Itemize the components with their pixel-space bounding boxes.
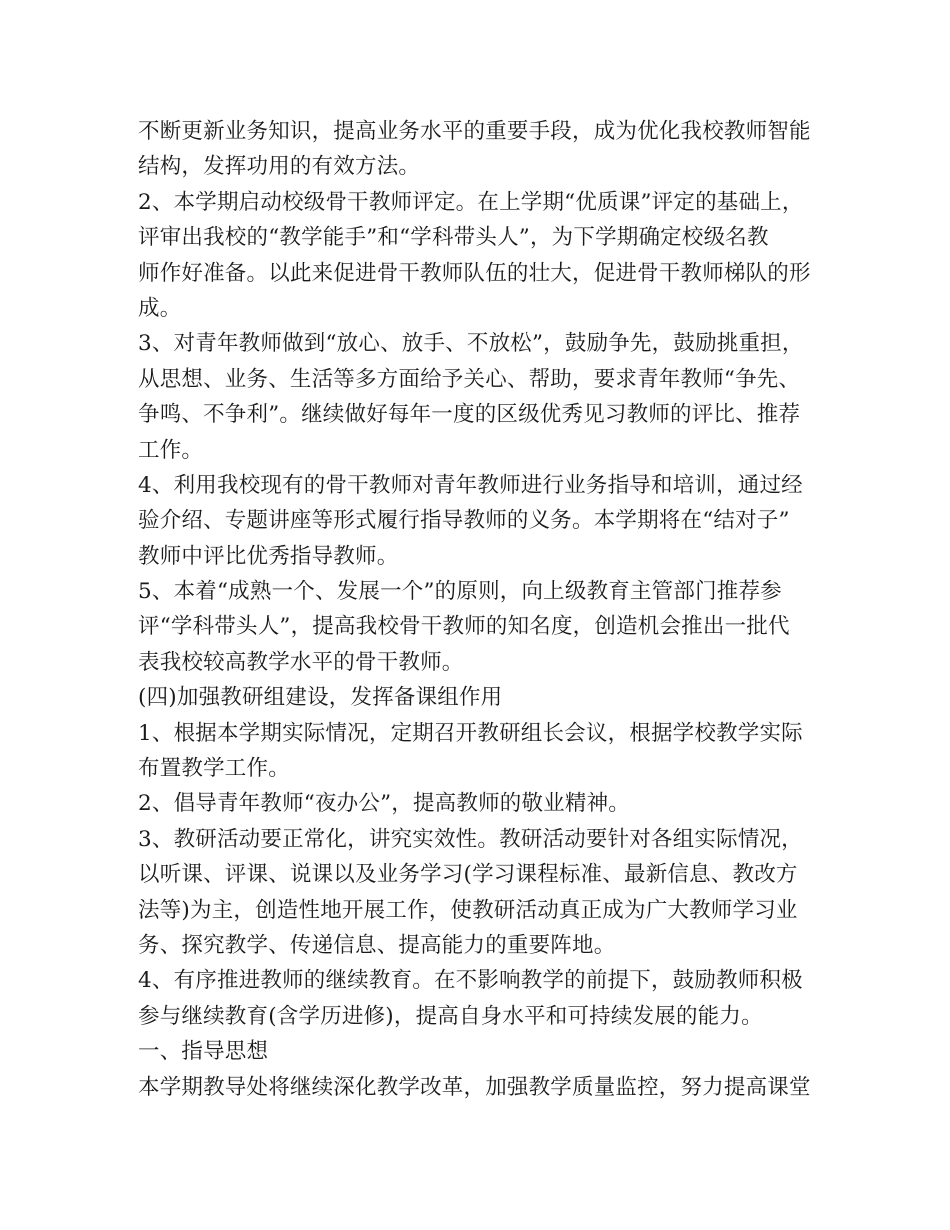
text-line: 4、有序推进教师的继续教育。在不影响教学的前提下，鼓励教师积极 — [138, 968, 803, 994]
text-line: 3、教研活动要正常化，讲究实效性。教研活动要针对各组实际情况， — [138, 826, 803, 852]
text-line: 5、本着“成熟一个、发展一个”的原则，向上级教育主管部门推荐参 — [138, 579, 782, 605]
section-heading: (四)加强教研组建设，发挥备课组作用 — [138, 685, 503, 711]
text-line: 评审出我校的“教学能手”和“学科带头人”，为下学期确定校级名教 — [138, 225, 769, 251]
text-line: 1、根据本学期实际情况，定期召开教研组长会议，根据学校教学实际 — [138, 720, 803, 746]
text-line: 2、倡导青年教师“夜办公”，提高教师的敬业精神。 — [138, 791, 630, 817]
text-line: 务、探究教学、传递信息、提高能力的重要阵地。 — [138, 932, 616, 958]
section-heading: 一、指导思想 — [138, 1039, 269, 1065]
text-line: 争鸣、不争利”。继续做好每年一度的区级优秀见习教师的评比、推荐 — [138, 402, 801, 428]
text-line: 不断更新业务知识，提高业务水平的重要手段，成为优化我校教师智能 — [138, 119, 811, 144]
document-body — [138, 114, 838, 1105]
text-line: 结构，发挥功用的有效方法。 — [138, 154, 421, 180]
text-line: 3、对青年教师做到“放心、放手、不放松”，鼓励争先，鼓励挑重担， — [138, 331, 804, 357]
text-line: 教师中评比优秀指导教师。 — [138, 543, 399, 569]
text-line: 参与继续教育(含学历进修)，提高自身水平和可持续发展的能力。 — [138, 1003, 763, 1029]
text-line: 评“学科带头人”，提高我校骨干教师的知名度，创造机会推出一批代 — [138, 614, 790, 640]
text-line: 本学期教导处将继续深化教学改革，加强教学质量监控，努力提高课堂 — [138, 1074, 811, 1100]
text-line: 师作好准备。以此来促进骨干教师队伍的壮大，促进骨干教师梯队的形 — [138, 260, 811, 286]
text-line: 2、本学期启动校级骨干教师评定。在上学期“优质课”评定的基础上， — [138, 189, 804, 215]
text-line: 法等)为主，创造性地开展工作，使教研活动真正成为广大教师学习业 — [138, 897, 798, 923]
text-line: 以听课、评课、说课以及业务学习(学习课程标准、最新信息、教改方 — [138, 862, 798, 888]
text-line: 成。 — [138, 295, 182, 321]
text-line: 验介绍、专题讲座等形式履行指导教师的义务。本学期将在“结对子” — [138, 508, 790, 534]
text-line: 4、利用我校现有的骨干教师对青年教师进行业务指导和培训，通过经 — [138, 472, 803, 498]
text-line: 从思想、业务、生活等多方面给予关心、帮助，要求青年教师“争先、 — [138, 366, 801, 392]
text-line: 工作。 — [138, 437, 204, 463]
text-line: 布置教学工作。 — [138, 756, 290, 782]
text-line: 表我校较高教学水平的骨干教师。 — [138, 649, 464, 675]
